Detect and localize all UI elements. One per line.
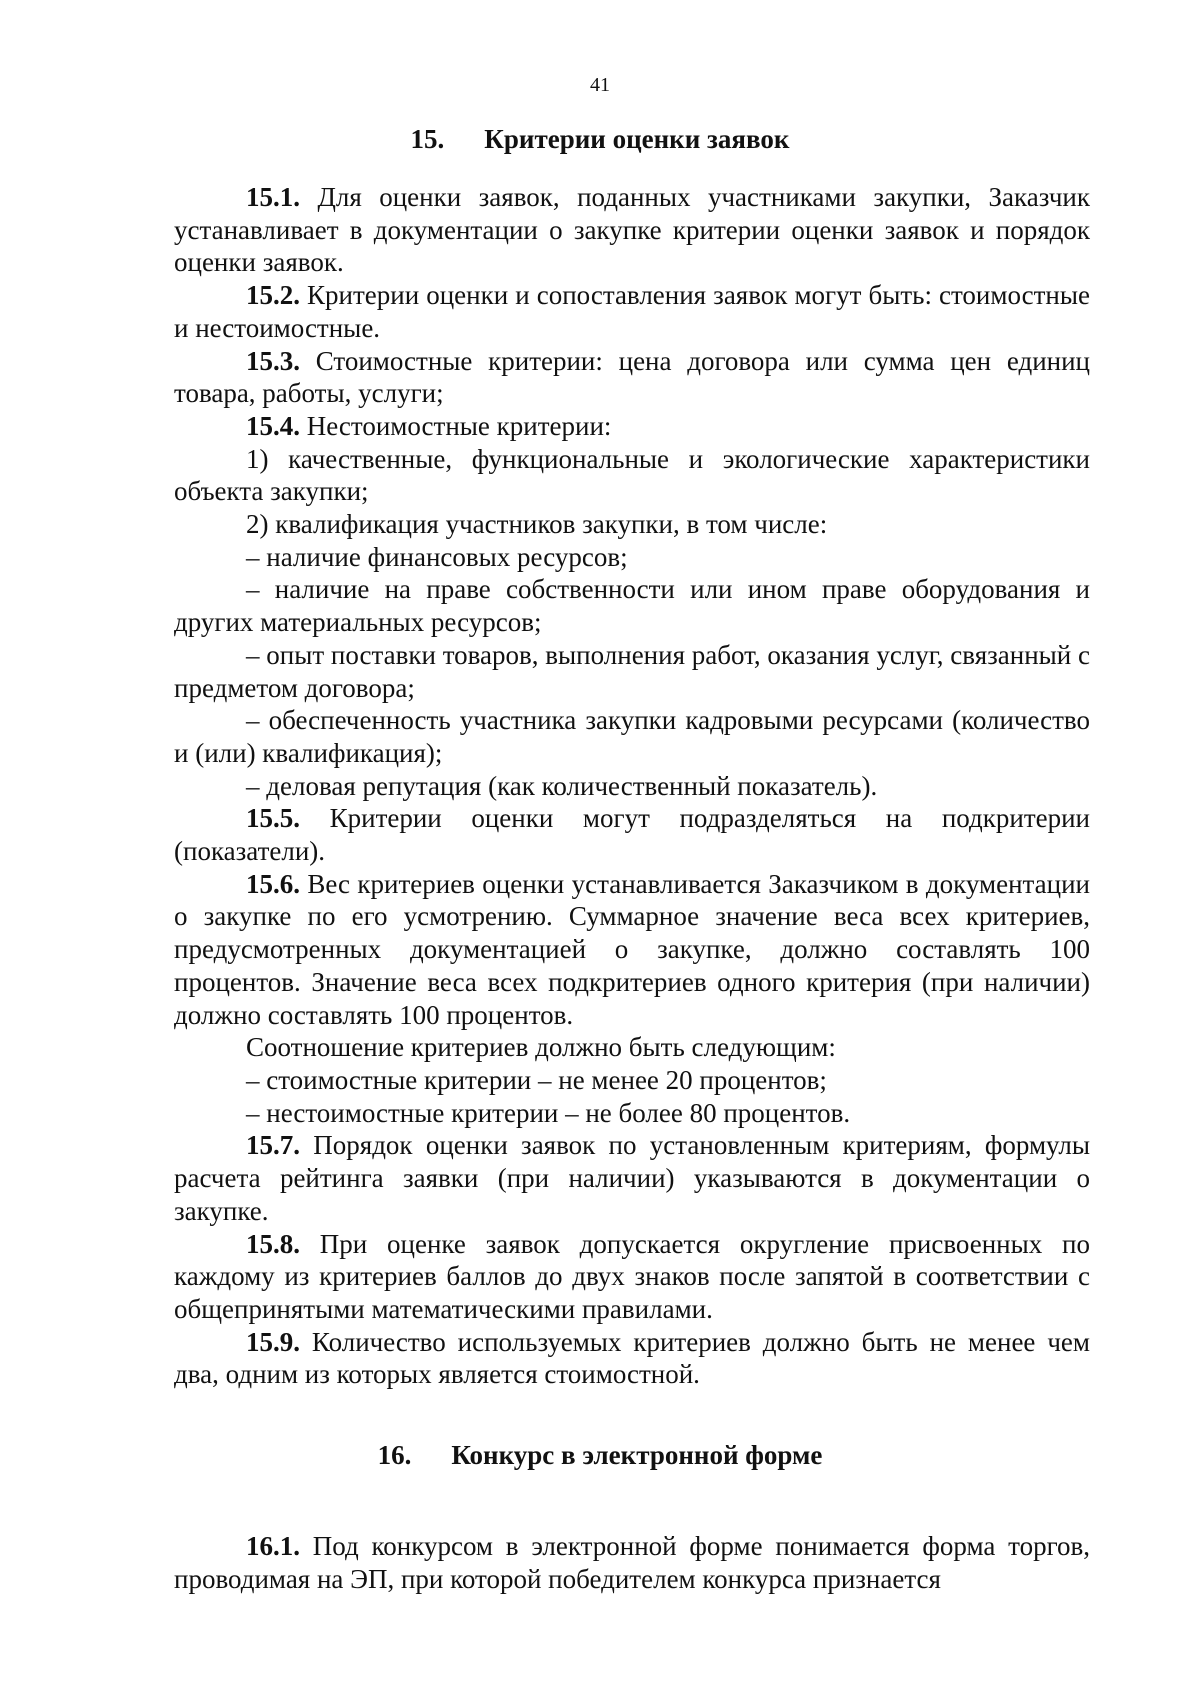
paragraph-text: – стоимостные критерии – не менее 20 процентов;: [246, 1064, 827, 1095]
paragraph-text: 1) качественные, функциональные и экологические характеристики объекта закупки;: [174, 443, 1090, 507]
paragraph-number: 16.1.: [246, 1531, 300, 1561]
paragraph-text: При оценке заявок допускается округление присвоенных по каждому из критериев баллов до двух знаков после запятой в соответствии с общепринятыми математическими правилами.: [174, 1228, 1090, 1324]
paragraph-text: Количество используемых критериев должно быть не менее чем два, одним из которых является стоимостной.: [174, 1326, 1090, 1390]
paragraph-text: Соотношение критериев должно быть следующим:: [246, 1032, 836, 1063]
paragraph-text: Стоимостные критерии: цена договора или сумма цен единиц товара, работы, услуги;: [174, 345, 1090, 409]
section-15-body: [174, 181, 1090, 1391]
paragraph: [174, 1129, 1090, 1227]
paragraph: [174, 1228, 1090, 1326]
paragraph-text: Вес критериев оценки устанавливается Заказчиком в документации о закупке по его усмотрению. Суммарное значение веса всех критериев, предусмотренных документацией о закупке, должно составлять 100 процентов. Значение веса всех подкритериев одного критерия (при наличии) должно составлять 100 процентов.: [174, 868, 1090, 1030]
paragraph: [174, 802, 1090, 867]
section-15-heading: [0, 124, 1200, 155]
section-16-heading: [0, 1440, 1200, 1471]
paragraph-text: – деловая репутация (как количественный показатель).: [246, 770, 878, 801]
paragraph-number: 15.2.: [246, 280, 300, 311]
paragraph: [174, 345, 1090, 410]
paragraph: [174, 1031, 1090, 1064]
paragraph: [174, 639, 1090, 704]
paragraph-text: Под конкурсом в электронной форме понимается форма торгов, проводимая на ЭП, при которой победителем конкурса признается: [174, 1531, 1090, 1594]
paragraph: [174, 868, 1090, 1032]
page-number: 41: [590, 74, 610, 96]
paragraph: [174, 573, 1090, 638]
paragraph-text: Для оценки заявок, поданных участниками закупки, Заказчик устанавливает в документации о закупке критерии оценки заявок и порядок оценки заявок.: [174, 182, 1090, 278]
paragraph-text: – обеспеченность участника закупки кадровыми ресурсами (количество и (или) квалификация);: [174, 705, 1090, 768]
paragraph-text: – наличие финансовых ресурсов;: [246, 541, 628, 572]
section-15-title: Критерии оценки заявок: [484, 124, 790, 154]
paragraph: [174, 541, 1090, 574]
paragraph: [174, 508, 1090, 541]
paragraph-number: 15.4.: [246, 410, 300, 441]
paragraph-text: 2) квалификация участников закупки, в том числе:: [246, 509, 828, 540]
section-16-number: 16.: [377, 1440, 412, 1470]
paragraph-number: 15.8.: [246, 1228, 300, 1259]
paragraph: [174, 1326, 1090, 1391]
paragraph-text: – опыт поставки товаров, выполнения работ, оказания услуг, связанный с предметом договора;: [174, 639, 1090, 703]
paragraph: [174, 181, 1090, 279]
paragraph-number: 15.9.: [246, 1326, 300, 1357]
paragraph: [174, 410, 1090, 443]
paragraph-text: Порядок оценки заявок по установленным критериям, формулы расчета рейтинга заявки (при наличии) указываются в документации о закупке.: [174, 1130, 1090, 1226]
paragraph: [174, 1064, 1090, 1097]
paragraph: [174, 1530, 1090, 1595]
paragraph-number: 15.1.: [246, 182, 300, 212]
section-16-title: Конкурс в электронной форме: [451, 1440, 823, 1470]
paragraph: [174, 770, 1090, 803]
paragraph-text: – нестоимостные критерии – не более 80 процентов.: [246, 1097, 851, 1128]
paragraph-text: Критерии оценки могут подразделяться на подкритерии (показатели).: [174, 803, 1090, 867]
paragraph-number: 15.3.: [246, 345, 300, 376]
paragraph-text: – наличие на праве собственности или ином праве оборудования и других материальных ресурсов;: [174, 574, 1090, 638]
paragraph-number: 15.5.: [246, 803, 300, 834]
paragraph-text: Нестоимостные критерии:: [300, 410, 612, 441]
paragraph: [174, 279, 1090, 344]
paragraph-number: 15.6.: [246, 868, 300, 899]
paragraph: [174, 1097, 1090, 1130]
paragraph: [174, 443, 1090, 508]
section-15-number: 15.: [410, 124, 445, 154]
paragraph-text: Критерии оценки и сопоставления заявок могут быть: стоимостные и нестоимостные.: [174, 280, 1090, 343]
paragraph-number: 15.7.: [246, 1130, 300, 1161]
paragraph: [174, 704, 1090, 769]
section-16-body: [174, 1530, 1090, 1595]
